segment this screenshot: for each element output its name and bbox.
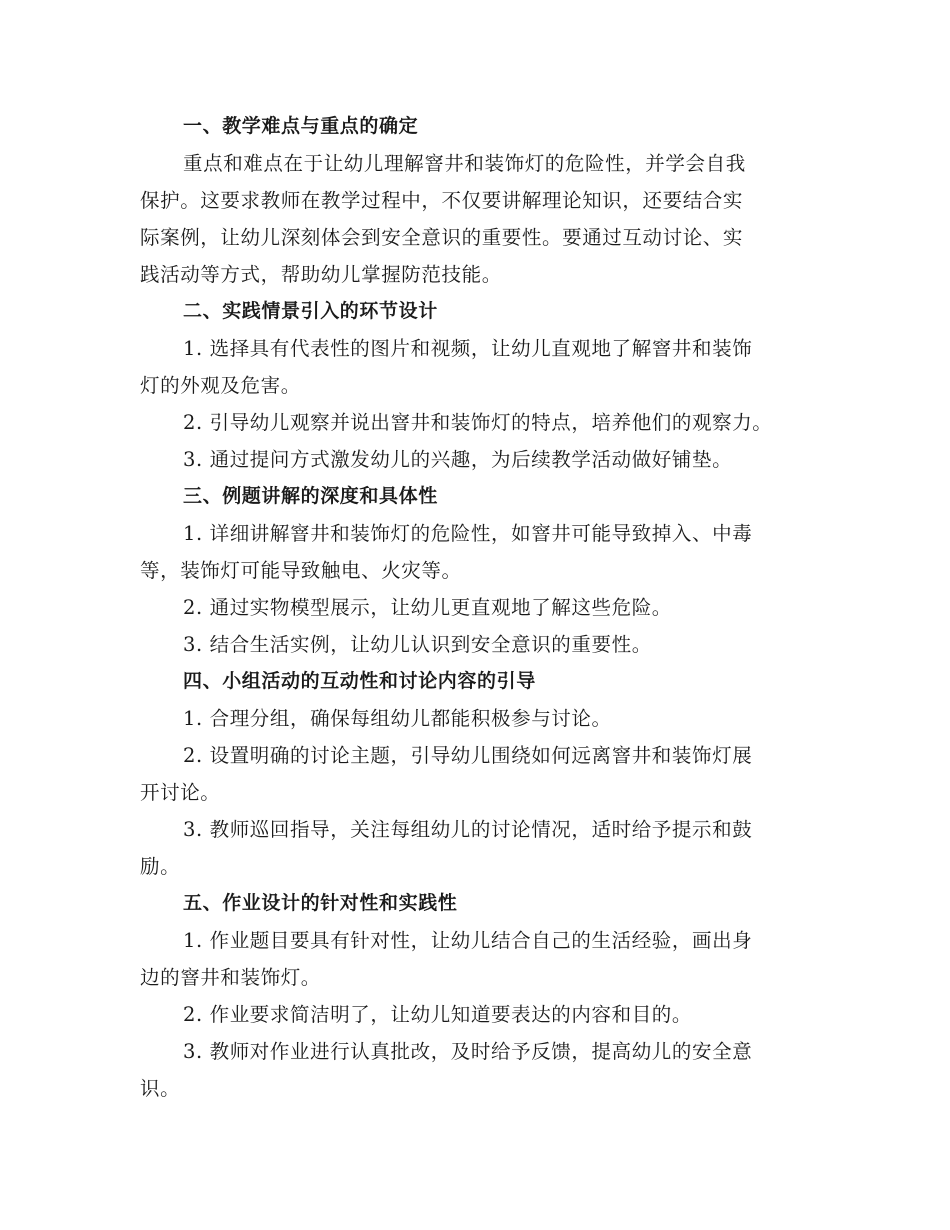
list-item <box>140 737 820 811</box>
list-item <box>140 330 820 404</box>
paragraph-line: 1. 选择具有代表性的图片和视频，让幼儿直观地了解窨井和装饰 <box>183 337 753 360</box>
section-heading: 一、教学难点与重点的确定 <box>183 115 419 137</box>
paragraph-line: 1. 作业题目要具有针对性，让幼儿结合自己的生活经验，画出身 <box>183 929 753 952</box>
paragraph-line: 边的窨井和装饰灯。 <box>140 966 321 989</box>
list-item <box>140 1033 820 1107</box>
paragraph-line: 1. 合理分组，确保每组幼儿都能积极参与讨论。 <box>183 707 612 730</box>
paragraph-line: 保护。这要求教师在教学过程中，不仅要讲解理论知识，还要结合实 <box>140 189 744 212</box>
section-heading: 五、作业设计的针对性和实践性 <box>183 892 458 914</box>
list-item <box>140 441 820 478</box>
section-heading: 四、小组活动的互动性和讨论内容的引导 <box>183 670 536 692</box>
list-item <box>140 626 820 663</box>
section-heading: 三、例题讲解的深度和具体性 <box>183 485 438 507</box>
section-heading: 二、实践情景引入的环节设计 <box>183 300 438 322</box>
section <box>140 885 820 1107</box>
paragraph-line: 重点和难点在于让幼儿理解窨井和装饰灯的危险性，并学会自我 <box>183 152 746 175</box>
paragraph-line: 灯的外观及危害。 <box>140 374 301 397</box>
paragraph-line: 3. 教师对作业进行认真批改，及时给予反馈，提高幼儿的安全意 <box>183 1040 753 1063</box>
paragraph-line: 2. 通过实物模型展示，让幼儿更直观地了解这些危险。 <box>183 596 672 619</box>
paragraph-line: 际案例，让幼儿深刻体会到安全意识的重要性。要通过互动讨论、实 <box>140 226 744 249</box>
paragraph-line: 识。 <box>140 1077 181 1100</box>
section <box>140 663 820 885</box>
paragraph-line: 开讨论。 <box>140 781 221 804</box>
section <box>140 108 820 293</box>
section <box>140 293 820 478</box>
paragraph-line: 3. 通过提问方式激发幼儿的兴趣，为后续教学活动做好铺垫。 <box>183 448 733 471</box>
paragraph-line: 2. 设置明确的讨论主题，引导幼儿围绕如何远离窨井和装饰灯展 <box>183 744 753 767</box>
list-item <box>140 589 820 626</box>
paragraph <box>140 145 820 293</box>
document-page <box>140 108 820 1107</box>
section <box>140 478 820 663</box>
paragraph-line: 等，装饰灯可能导致触电、火灾等。 <box>140 559 462 582</box>
list-item <box>140 700 820 737</box>
paragraph-line: 3. 教师巡回指导，关注每组幼儿的讨论情况，适时给予提示和鼓 <box>183 818 753 841</box>
list-item <box>140 515 820 589</box>
paragraph-line: 1. 详细讲解窨井和装饰灯的危险性，如窨井可能导致掉入、中毒 <box>183 522 753 545</box>
paragraph-line: 2. 作业要求简洁明了，让幼儿知道要表达的内容和目的。 <box>183 1003 693 1026</box>
list-item <box>140 811 820 885</box>
paragraph-line: 2. 引导幼儿观察并说出窨井和装饰灯的特点，培养他们的观察力。 <box>183 411 773 434</box>
paragraph-line: 践活动等方式，帮助幼儿掌握防范技能。 <box>140 263 502 286</box>
paragraph-line: 3. 结合生活实例，让幼儿认识到安全意识的重要性。 <box>183 633 652 656</box>
list-item <box>140 922 820 996</box>
list-item <box>140 996 820 1033</box>
list-item <box>140 404 820 441</box>
paragraph-line: 励。 <box>140 855 181 878</box>
